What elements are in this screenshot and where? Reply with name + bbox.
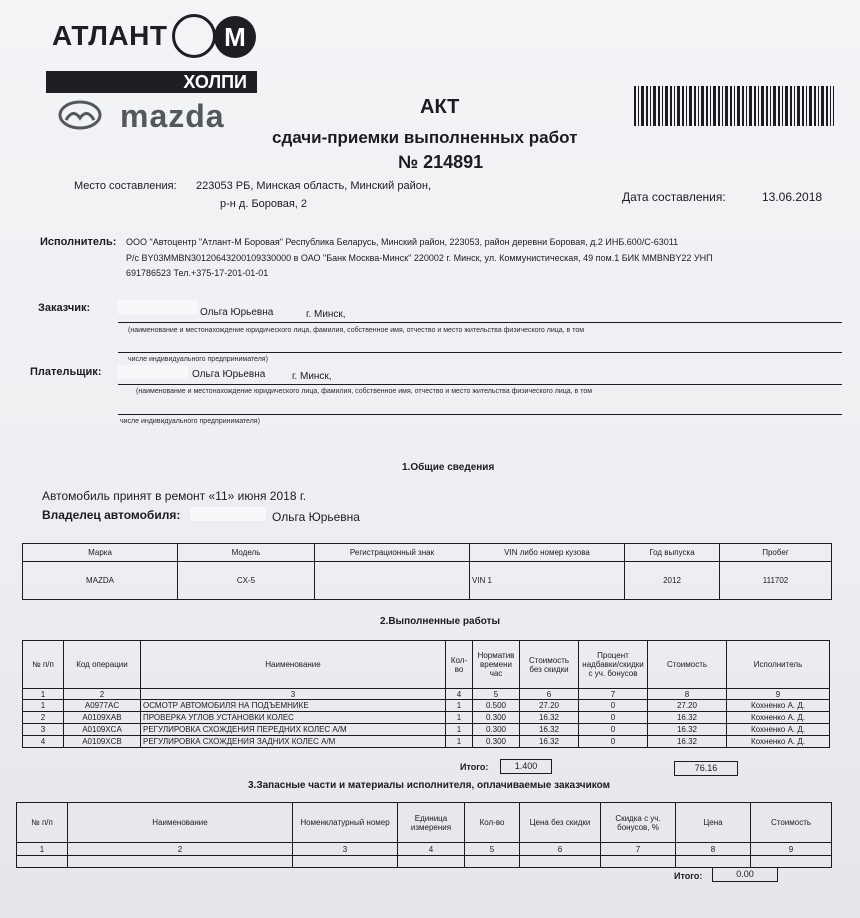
car-cell: 2012 — [625, 562, 720, 600]
works-table — [22, 640, 830, 748]
row-discount: 0 — [579, 724, 648, 736]
payer-name: Ольга Юрьевна — [192, 369, 266, 380]
row-num: 3 — [23, 724, 64, 736]
row-cost: 16.32 — [648, 712, 727, 724]
parts-total-label: Итого: — [674, 871, 703, 881]
place-line2: р-н д. Боровая, 2 — [220, 198, 308, 210]
row-cost: 27.20 — [648, 700, 727, 712]
executor-line2: Р/с BY03MMBN30120643200109330000 в ОАО "Банк Москва-Минск" 220002 г. Минск, ул. Коммунистическая, 49 пом.1 БИК MMBNBY22 УНП — [126, 253, 713, 263]
row-num: 4 — [23, 736, 64, 748]
row-time: 0.500 — [473, 700, 520, 712]
customer-label: Заказчик: — [38, 302, 91, 314]
col-number: 3 — [141, 689, 446, 700]
works-header: Кол-во — [446, 641, 473, 689]
payer-line2 — [118, 414, 842, 415]
col-number: 5 — [465, 843, 520, 856]
parts-header: Единица измерения — [398, 803, 465, 843]
row-price: 16.32 — [520, 736, 579, 748]
col-number: 2 — [68, 843, 293, 856]
executor-line3: 691786523 Тел.+375-17-201-01-01 — [126, 268, 269, 278]
row-discount: 0 — [579, 712, 648, 724]
owner-name: Ольга Юрьевна — [272, 510, 360, 524]
car-cell: MAZDA — [23, 562, 178, 600]
works-total-time: 1.400 — [500, 759, 552, 774]
document-title: АКТ — [420, 96, 460, 118]
col-number: 8 — [676, 843, 751, 856]
parts-header: Номенклатурный номер — [293, 803, 398, 843]
row-num: 1 — [23, 700, 64, 712]
row-name: ОСМОТР АВТОМОБИЛЯ НА ПОДЪЕМНИКЕ — [141, 700, 446, 712]
row-time: 0.300 — [473, 736, 520, 748]
row-discount: 0 — [579, 736, 648, 748]
section3-title: 3.Запасные части и материалы исполнителя, оплачиваемые заказчиком — [248, 780, 610, 791]
payer-hint1: (наименование и местонахождение юридического лица, фамилия, собственное имя, отчество и место жительства физического лица, в том — [136, 388, 593, 395]
row-code: A0977AC — [64, 700, 141, 712]
col-number: 5 — [473, 689, 520, 700]
car-cell: CX-5 — [178, 562, 315, 600]
col-number: 9 — [727, 689, 830, 700]
mazda-logo-text: mazda — [120, 98, 225, 134]
atlant-m-logo: М — [214, 16, 256, 58]
row-qty: 1 — [446, 724, 473, 736]
row-code: A0109XCB — [64, 736, 141, 748]
works-header: Процент надбавки/скидки с уч. бонусов — [579, 641, 648, 689]
row-code: A0109XAB — [64, 712, 141, 724]
car-cell: VIN 1 — [470, 562, 625, 600]
date-value: 13.06.2018 — [762, 190, 823, 204]
row-price: 16.32 — [520, 724, 579, 736]
parts-header: Скидка с уч. бонусов, % — [601, 803, 676, 843]
payer-hint2: числе индивидуального предпринимателя) — [120, 418, 260, 425]
row-cost: 16.32 — [648, 724, 727, 736]
car-header: Год выпуска — [625, 544, 720, 562]
car-cell: 111702 — [720, 562, 832, 600]
parts-header: Кол-во — [465, 803, 520, 843]
car-cell — [315, 562, 470, 600]
row-discount: 0 — [579, 700, 648, 712]
col-number: 7 — [579, 689, 648, 700]
redacted-block — [118, 365, 188, 379]
accepted-text: Автомобиль принят в ремонт «11» июня 2018 г. — [42, 489, 307, 503]
owner-label: Владелец автомобиля: — [42, 508, 181, 522]
row-qty: 1 — [446, 700, 473, 712]
table-row — [23, 700, 830, 712]
place-label: Место составления: — [74, 180, 177, 192]
works-header: Норматив времени час — [473, 641, 520, 689]
document-subtitle: сдачи-приемки выполненных работ — [272, 128, 578, 147]
date-label: Дата составления: — [622, 190, 726, 204]
atlant-emblem-icon — [172, 14, 216, 58]
executor-label: Исполнитель: — [40, 236, 117, 248]
car-header: Пробег — [720, 544, 832, 562]
works-header: № п/п — [23, 641, 64, 689]
row-code: A0109XCA — [64, 724, 141, 736]
car-header: Марка — [23, 544, 178, 562]
works-total-label: Итого: — [460, 762, 489, 772]
col-number: 1 — [23, 689, 64, 700]
redacted-block — [190, 507, 266, 521]
parts-header: № п/п — [17, 803, 68, 843]
works-header: Стоимость — [648, 641, 727, 689]
row-name: ПРОВЕРКА УГЛОВ УСТАНОВКИ КОЛЕС — [141, 712, 446, 724]
mazda-emblem-icon — [58, 100, 102, 130]
section1-title: 1.Общие сведения — [402, 462, 495, 473]
row-qty: 1 — [446, 712, 473, 724]
document-number: № 214891 — [398, 152, 484, 172]
works-header: Стоимость без скидки — [520, 641, 579, 689]
col-number: 4 — [446, 689, 473, 700]
payer-city: г. Минск, — [292, 371, 332, 382]
works-header: Наименование — [141, 641, 446, 689]
row-time: 0.300 — [473, 712, 520, 724]
row-price: 16.32 — [520, 712, 579, 724]
section2-title: 2.Выполненные работы — [380, 616, 501, 627]
works-total-cost: 76.16 — [674, 761, 738, 776]
parts-header: Цена — [676, 803, 751, 843]
row-time: 0.300 — [473, 724, 520, 736]
customer-name: Ольга Юрьевна — [200, 307, 274, 318]
payer-line — [118, 384, 842, 385]
table-row — [23, 724, 830, 736]
col-number: 9 — [751, 843, 832, 856]
table-row — [23, 736, 830, 748]
row-worker: Кохненко А. Д. — [727, 724, 830, 736]
parts-header: Наименование — [68, 803, 293, 843]
table-row — [23, 712, 830, 724]
atlant-logo-text: АТЛАНТ — [52, 20, 168, 51]
row-worker: Кохненко А. Д. — [727, 736, 830, 748]
executor-line1: ООО "Автоцентр "Атлант-М Боровая" Республика Беларусь, Минский район, 223053, район деревни Боровая, д.2 ИНБ.600/С-63011 — [126, 237, 679, 247]
customer-city: г. Минск, — [306, 309, 346, 320]
car-header: Регистрационный знак — [315, 544, 470, 562]
col-number: 1 — [17, 843, 68, 856]
car-table — [22, 543, 832, 600]
col-number: 3 — [293, 843, 398, 856]
row-name: РЕГУЛИРОВКА СХОЖДЕНИЯ ПЕРЕДНИХ КОЛЕС А/М — [141, 724, 446, 736]
col-number: 4 — [398, 843, 465, 856]
col-number: 6 — [520, 689, 579, 700]
redacted-block — [118, 300, 198, 314]
row-price: 27.20 — [520, 700, 579, 712]
car-header: VIN либо номер кузова — [470, 544, 625, 562]
row-worker: Кохненко А. Д. — [727, 712, 830, 724]
parts-header: Цена без скидки — [520, 803, 601, 843]
col-number: 8 — [648, 689, 727, 700]
works-header: Исполнитель — [727, 641, 830, 689]
parts-table — [16, 802, 832, 868]
row-worker: Кохненко А. Д. — [727, 700, 830, 712]
parts-header: Стоимость — [751, 803, 832, 843]
place-line1: 223053 РБ, Минская область, Минский район, — [196, 180, 432, 192]
car-header: Модель — [178, 544, 315, 562]
payer-label: Плательщик: — [30, 366, 102, 378]
barcode — [634, 86, 834, 126]
col-number: 6 — [520, 843, 601, 856]
row-qty: 1 — [446, 736, 473, 748]
row-num: 2 — [23, 712, 64, 724]
works-header: Код операции — [64, 641, 141, 689]
parts-total-value: 0.00 — [712, 867, 778, 882]
col-number: 2 — [64, 689, 141, 700]
col-number: 7 — [601, 843, 676, 856]
row-cost: 16.32 — [648, 736, 727, 748]
customer-hint2: числе индивидуального предпринимателя) — [128, 356, 268, 363]
table-row — [17, 856, 832, 868]
holpi-logo: ХОЛПИ — [46, 71, 257, 93]
row-name: РЕГУЛИРОВКА СХОЖДЕНИЯ ЗАДНИХ КОЛЕС А/М — [141, 736, 446, 748]
customer-hint1: (наименование и местонахождение юридического лица, фамилия, собственное имя, отчество и место жительства физического лица, в том — [128, 327, 585, 334]
customer-line2 — [118, 352, 842, 353]
customer-line — [118, 322, 842, 323]
